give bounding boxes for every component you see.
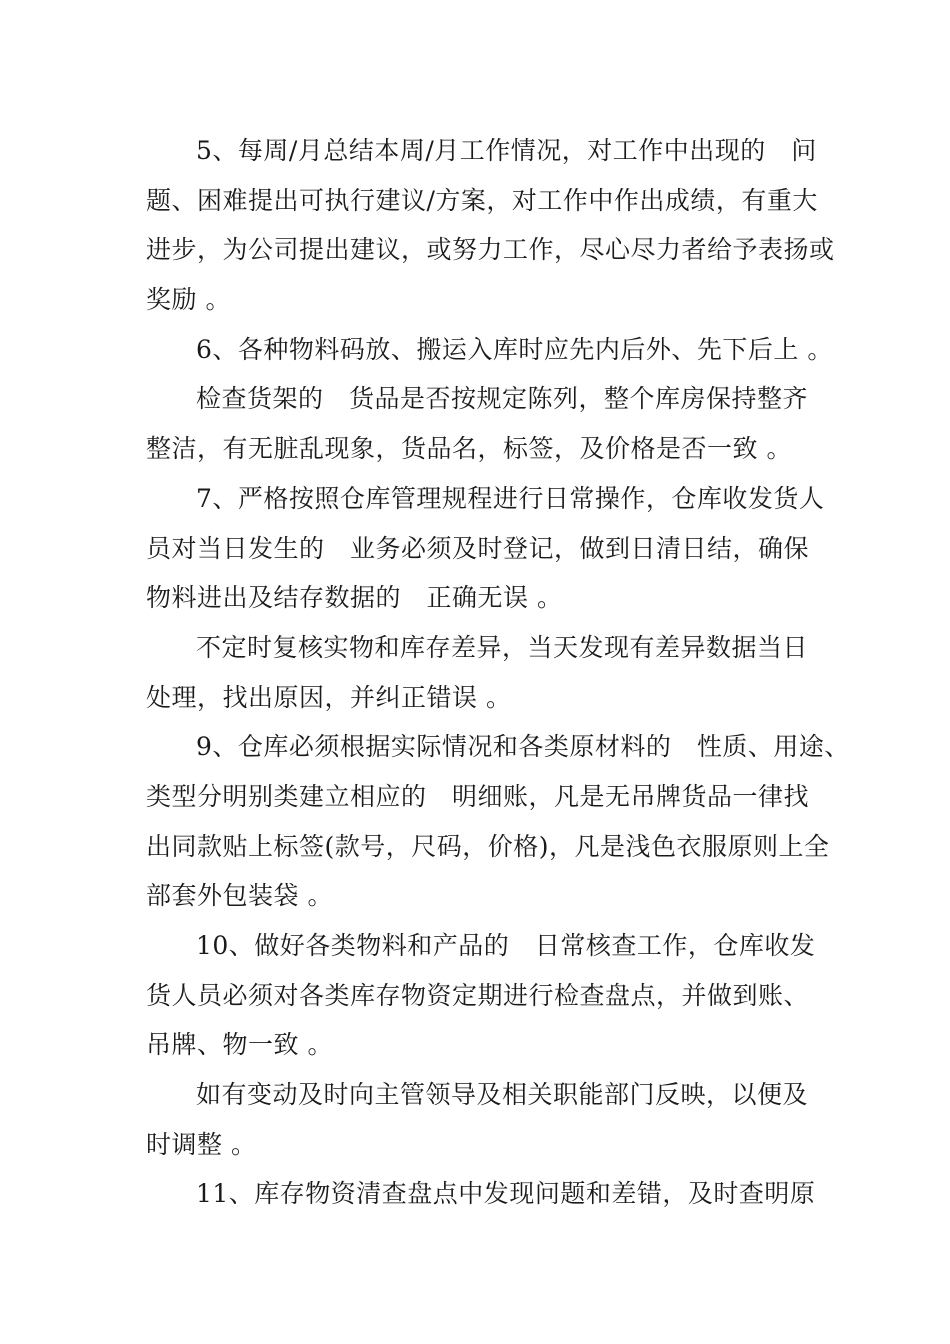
text-line: 10、做好各类物料和产品的 日常核查工作，仓库收发 <box>196 931 816 960</box>
text-line: 题、困难提出可执行建议/方案，对工作中作出成绩，有重大 <box>146 186 818 215</box>
text-line: 类型分明别类建立相应的 明细账，凡是无吊牌货品一律找 <box>146 782 810 811</box>
text-line: 货人员必须对各类库存物资定期进行检查盘点，并做到账、 <box>146 981 810 1010</box>
text-line: 9、仓库必须根据实际情况和各类原材料的 性质、用途、 <box>196 732 850 761</box>
text-line: 物料进出及结存数据的 正确无误 。 <box>146 583 563 612</box>
text-line: 6、各种物料码放、搬运入库时应先内后外、先下后上 。 <box>196 335 833 364</box>
text-line: 不定时复核实物和库存差异，当天发现有差异数据当日 <box>196 633 809 662</box>
text-line: 奖励 。 <box>146 285 231 314</box>
text-line: 如有变动及时向主管领导及相关职能部门反映，以便及 <box>196 1080 809 1109</box>
text-line: 7、严格按照仓库管理规程进行日常操作，仓库收发货人 <box>196 484 825 513</box>
text-line: 11、库存物资清查盘点中发现问题和差错，及时查明原 <box>196 1179 816 1208</box>
text-line: 员对当日发生的 业务必须及时登记，做到日清日结，确保 <box>146 534 810 563</box>
text-line: 进步，为公司提出建议，或努力工作，尽心尽力者给予表扬或 <box>146 235 835 264</box>
text-line: 吊牌、物一致 。 <box>146 1030 333 1059</box>
text-line: 出同款贴上标签(款号，尺码，价格)，凡是浅色衣服原则上全 <box>146 832 830 861</box>
text-line: 5、每周/月总结本周/月工作情况，对工作中出现的 问 <box>196 136 817 165</box>
text-line: 部套外包装袋 。 <box>146 881 333 910</box>
text-line: 处理，找出原因，并纠正错误 。 <box>146 683 512 712</box>
text-line: 整洁，有无脏乱现象，货品名，标签，及价格是否一致 。 <box>146 434 792 463</box>
text-line: 时调整 。 <box>146 1130 257 1159</box>
text-line: 检查货架的 货品是否按规定陈列，整个库房保持整齐 <box>196 384 809 413</box>
